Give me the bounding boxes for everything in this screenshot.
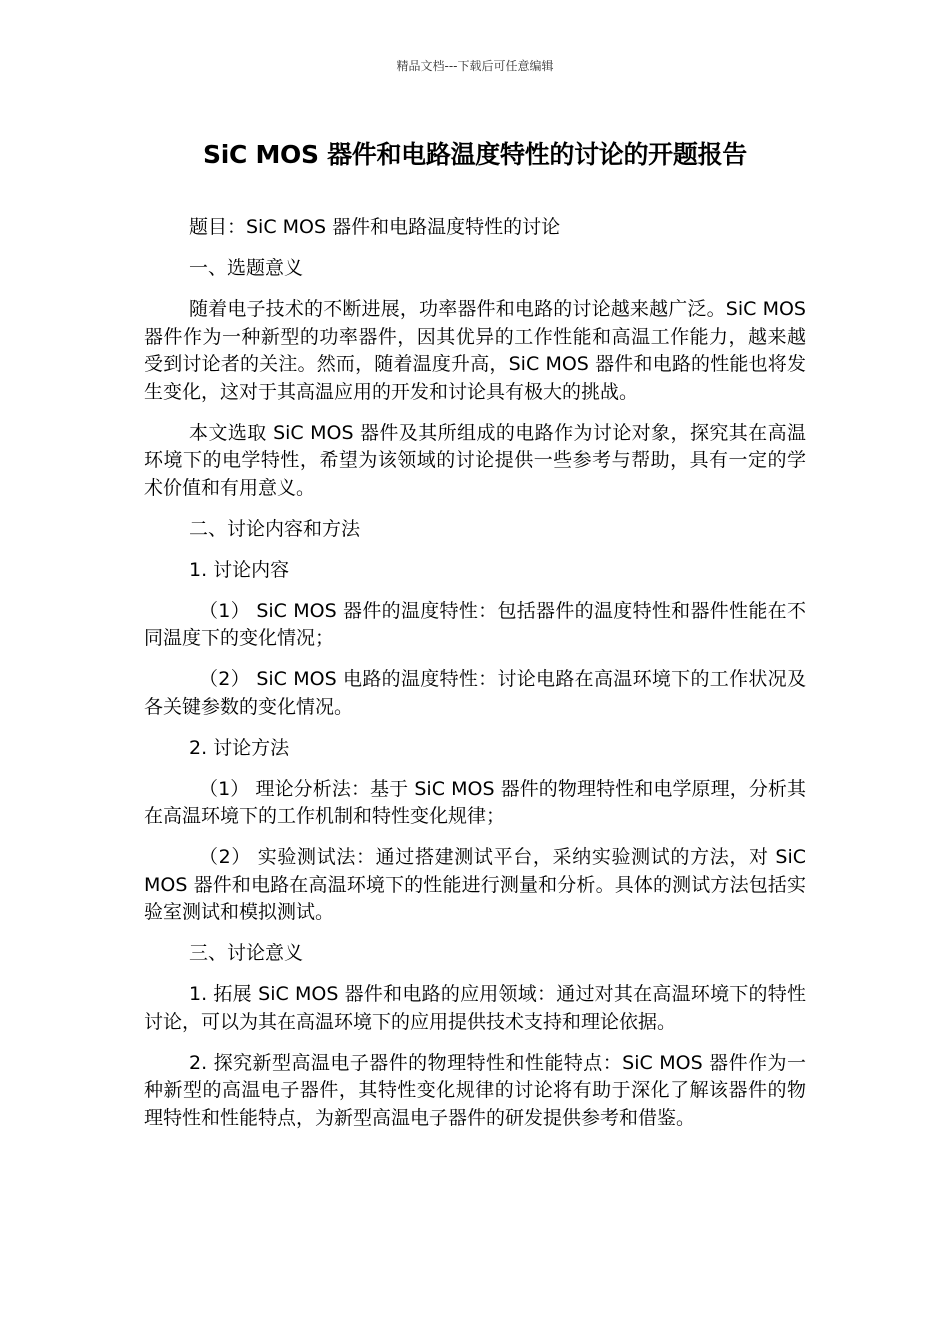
section-1-paragraph: 随着电子技术的不断进展，功率器件和电路的讨论越来越广泛。SiC MOS 器件作为一种新型的功率器件，因其优异的工作性能和高温工作能力，越来越受到讨论者的关注。然而，随着温度升高，SiC MOS 器件和电路的性能也将发生变化，这对于其高温应用的开发和讨论具有极大的挑战。 (144, 298, 806, 403)
page-header-note: 精品文档---下载后可任意编辑 (396, 59, 554, 73)
section-1-paragraph: 本文选取 SiC MOS 器件及其所组成的电路作为讨论对象，探究其在高温环境下的电学特性，希望为该领域的讨论提供一些参考与帮助，具有一定的学术价值和有用意义。 (144, 421, 806, 499)
section-2-heading: 二、讨论内容和方法 (189, 517, 361, 540)
document-title: SiC MOS 器件和电路温度特性的讨论的开题报告 (203, 140, 747, 169)
method-subheading: 2. 讨论方法 (189, 736, 290, 759)
section-3-heading: 三、讨论意义 (189, 942, 304, 964)
section-1-heading: 一、选题意义 (189, 257, 304, 279)
document-body (144, 214, 806, 1146)
content-subheading: 1. 讨论内容 (189, 558, 290, 581)
content-item: （2） SiC MOS 电路的温度特性：讨论电路在高温环境下的工作状况及各关键参数的变化情况。 (144, 668, 806, 718)
method-item: （1） 理论分析法：基于 SiC MOS 器件的物理特性和电学原理，分析其在高温环境下的工作机制和特性变化规律； (144, 777, 806, 827)
section-3-paragraph: 2. 探究新型高温电子器件的物理特性和性能特点：SiC MOS 器件作为一种新型的高温电子器件，其特性变化规律的讨论将有助于深化了解该器件的物理特性和性能特点，为新型高温电子器件的研发提供参考和借鉴。 (144, 1051, 806, 1129)
method-item: （2） 实验测试法：通过搭建测试平台，采纳实验测试的方法，对 SiC MOS 器件和电路在高温环境下的性能进行测量和分析。具体的测试方法包括实验室测试和模拟测试。 (144, 846, 806, 923)
section-3-paragraph: 1. 拓展 SiC MOS 器件和电路的应用领域：通过对其在高温环境下的特性讨论，可以为其在高温环境下的应用提供技术支持和理论依据。 (144, 983, 806, 1033)
topic-line: 题目：SiC MOS 器件和电路温度特性的讨论 (189, 216, 561, 238)
content-item: （1） SiC MOS 器件的温度特性：包括器件的温度特性和器件性能在不同温度下的变化情况； (144, 599, 806, 649)
